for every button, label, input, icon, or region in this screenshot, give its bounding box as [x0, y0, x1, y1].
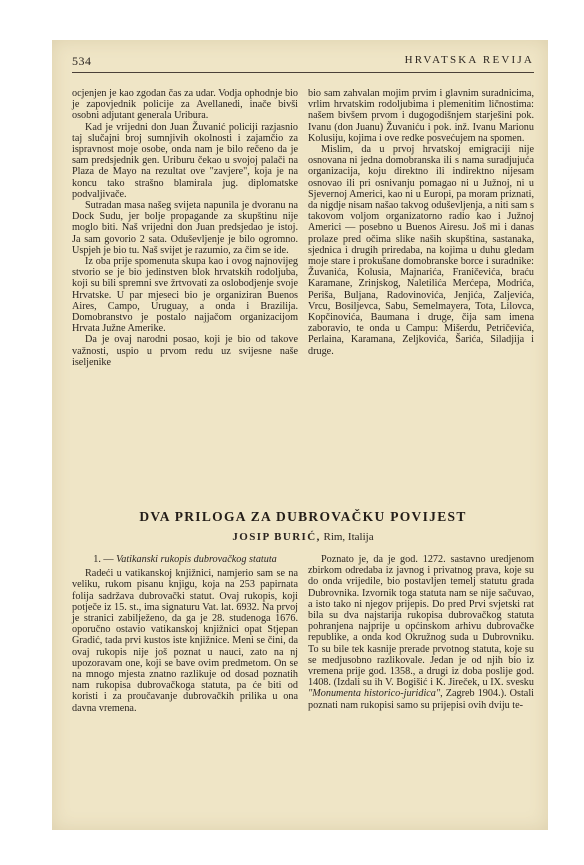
paragraph: Mislim, da u prvoj hrvatskoj emigraciji nije osnovana ni jedna domobranska ili s nama suradjujuća organizacija, koju direktno ili indirektno nijesam osnovao ili pri osnivanju pomagao ni u Južnoj, ni u Sjevernoj Americi, kao ni u Europi, pa moram priznati, da nigdje nisam našao takvog oduševljenja, a niti sam s takovom voljom organizatorno radio kao i Južnoj Americi — posebno u Buenos Airesu. Još mi i danas prolaze pred očima slike naših skupština, sastanaka, sjednica i drugih priredaba, na kojima u duhu gledam moje stare i prokušane domobranske borce i suradnike: Žuvanića, Kolusia, Majnarića, Franičevića, braću Karamane, Zrinjskog, Naletilića Merćepa, Modrića, Periša, Buljana, Radovinovića, Jenjića, Zaljevića, Vrcu, Bosiljevca, Sabu, Semelmayera, Tota, Lilovca, Kopčinovića, Baumana i druge, čija sam imena zaboravio, te onda u Campu: Mišerdu, Petričevića, Perlaina, Karamana, Zeljkovića, Šarića, Siladjija i druge. [308, 144, 534, 357]
paragraph: Iz oba prije spomenuta skupa kao i ovog najnovijeg stvorio se je bio jedinstven blok hrvatskih rodoljuba, koji su bili spremni sve žrtvovati za oslobodjenje svoje Hrvatske. U par mjeseci bio je organiziran Buenos Aires, Campo, Uruguay, a onda i Brazilija. Domobranstvo je postalo najjačom organizacijom Hrvata Južne Amerike. [72, 256, 298, 335]
header-rule [72, 72, 534, 73]
cited-work-title: "Monumenta historico-juridica" [308, 688, 441, 700]
right-column-top [308, 88, 534, 357]
left-column-bottom [72, 554, 298, 714]
paragraph: Radeći u vatikanskoj knjižnici, namjerio sam se na veliku, rukom pisanu knjigu, koja na 253 papirnata folija sadržava dubrovački statut. Ovaj rukopis, koji potječe iz 15. st., ima signaturu Vat. lat. 6932. Na prvoj je stranici zabilježeno, da ga je 28. studenoga 1676. oporučno ostavio vatikanskoj knjižnici opat Stjepan Gradić, tada prvi kustos iste knjižnice. Meni se čini, da ovaj rukopis nije još poznat u nauci, zato na nj upozoravam one, koji se bave ovim predmetom. On se na mnogo mjesta znatno razlikuje od dosad poznatih nam rukopisa dubrovačkoga statuta, pa će biti od koristi i za proučavanje dubrovačkih prilika u ona davna vremena. [72, 568, 298, 714]
paragraph: Sutradan masa našeg svijeta napunila je dvoranu na Dock Sudu, jer bolje propagande za skupštinu nije moglo biti. Naš vrijedni don Juan predsjedao je istoj. Ja sam govorio 2 sata. Oduševljenje je bilo ogromno. Uspjeh je bio tu. Naš svijet je razumio, za čim se ide. [72, 200, 298, 256]
paragraph [308, 554, 534, 711]
section-title: Vatikanski rukopis dubrovačkog statuta [116, 554, 277, 565]
journal-page [52, 40, 548, 830]
running-header [72, 54, 534, 72]
article-title: DVA PRILOGA ZA DUBROVAČKU POVIJEST [139, 509, 467, 524]
paragraph: ocjenjen je kao zgodan čas za udar. Vodja ophodnje bio je zapovjednik policije za Avellanedi, inače bivši osobni adjutant generala Uribura. [72, 88, 298, 122]
paragraph-text: , Zagreb 1904.). Ostali poznati nam rukopisi samo su prijepisi ovih dviju te- [308, 688, 534, 711]
page-number: 534 [72, 54, 92, 68]
paragraph: Kad je vrijedni don Juan Žuvanić policiji razjasnio taj slučajni broj sumnjivih okolnosti i zajamčio za ispravnost moje osobe, onda nam je bilo rečeno da je sam predsjednik gen. Uriburu čekao u svojoj palači na Plaza de Mayo na rezultat ove "zavjere", koja je na koncu tako strašno blamirala jug. diplomatske podvaljivače. [72, 121, 298, 200]
paragraph: Da je ovaj narodni posao, koji je bio od takove važnosti, uspio u prvom redu uz svijesne naše iseljenike [72, 334, 298, 368]
paragraph: bio sam zahvalan mojim prvim i glavnim suradnicima, vrlim hrvatskim rodoljubima i plemenitim ličnostima: našem bivšem prvom i dugogodišnjem starješini pok. Ivanu (don Juanu) Žuvaniću i pok. inž. Ivanu Marionu Kolusiju, kojima i ove redke posvećujem na spomen. [308, 88, 534, 144]
left-column-top [72, 88, 298, 368]
right-column-bottom [308, 554, 534, 711]
author-name: JOSIP BURIĆ, [232, 531, 321, 543]
author-location: Rim, Italija [323, 531, 374, 543]
journal-title: HRVATSKA REVIJA [404, 54, 534, 66]
paragraph-text: Poznato je, da je god. 1272. sastavno uredjenom zbirkom odredaba iz javnog i privatnog prava, koje su do onda vrijedile, bio postavljen temelj statutu grada Dubrovnika. Izvornik toga statuta nam se nije sačuvao, a isto tako ni njegov prijepis. Do pred Prvi svjetski rat bila su dva najstarija rukopisa dubrovačkog statuta pohranjena najprije u općinskom arhivu dubrovačke republike, a onda kod Okružnog suda u Dubrovniku. To su bile tek kasnije prerade prvotnog statuta, koje su se medjusobno razlikovale. Jedan je od njih bio iz vremena prije god. 1358., a drugi iz doba poslije god. 1408. (Izdali su ih V. Bogišić i K. Jireček, u IX. svesku [308, 554, 534, 689]
section-heading [72, 554, 298, 565]
section-number: 1. — [93, 554, 114, 565]
byline [72, 531, 534, 543]
